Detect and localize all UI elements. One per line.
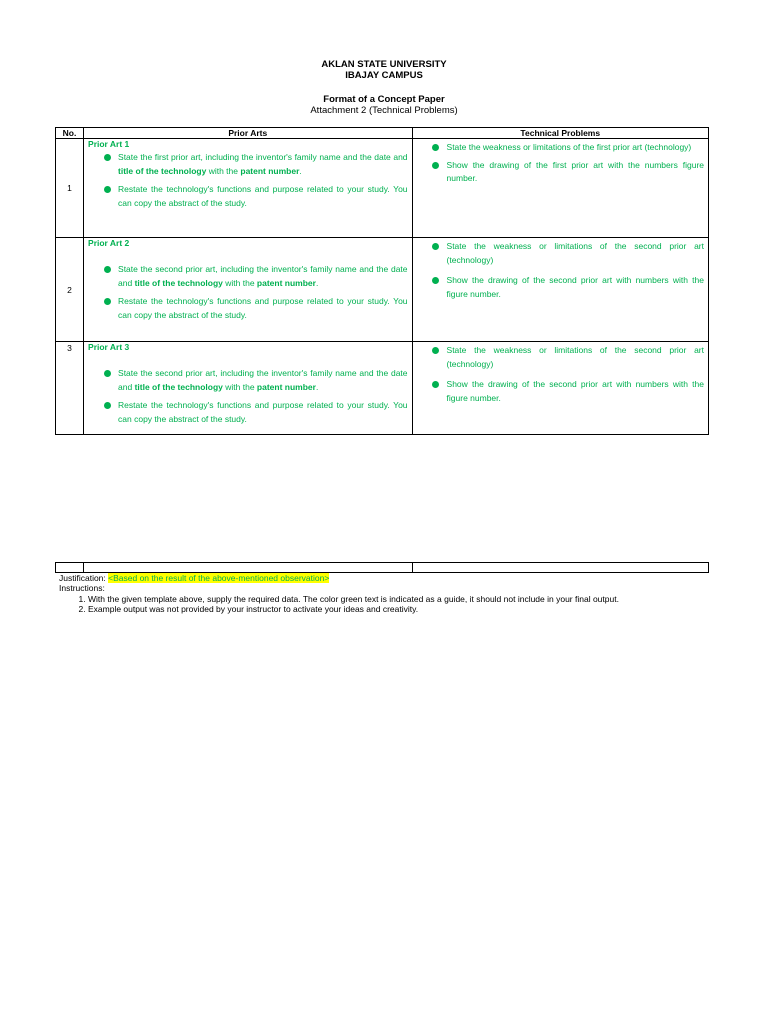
technical-problem-cell[interactable] (412, 139, 708, 238)
list-item: State the weakness or limitations of the second prior art (technology) (413, 240, 708, 267)
row-number: 1 (56, 139, 84, 238)
prior-art-title: Prior Art 3 (88, 342, 130, 352)
university-name: AKLAN STATE UNIVERSITY (321, 59, 447, 70)
empty-cell[interactable] (84, 563, 413, 573)
table-row (56, 342, 709, 435)
justification-placeholder[interactable]: <Based on the result of the above-mentioned observation> (108, 573, 330, 583)
justification-label: Justification: (59, 573, 109, 583)
table-row (56, 238, 709, 342)
list-item: State the weakness or limitations of the second prior art (technology) (413, 344, 708, 371)
list-item: Restate the technology's functions and purpose related to your study. You can copy the abstract of the study. (84, 399, 412, 426)
document-subtitle: Attachment 2 (Technical Problems) (310, 105, 458, 116)
bullet-icon (104, 370, 111, 377)
header-prior-arts: Prior Arts (84, 128, 413, 139)
table-header-row (56, 128, 709, 139)
instructions-list (59, 594, 728, 614)
empty-table-row (55, 562, 709, 573)
list-item: 2. Example output was not provided by your instructor to activate your ideas and creativity. (88, 604, 728, 614)
list-item: State the second prior art, including the inventor's family name and the date and title of the technology with the patent number. (84, 263, 412, 290)
prior-art-cell[interactable] (84, 238, 413, 342)
list-item: Show the drawing of the first prior art with the numbers figure number. (413, 159, 708, 186)
empty-cell[interactable] (56, 563, 84, 573)
bullet-icon (432, 162, 439, 169)
bullet-icon (432, 277, 439, 284)
document-title: Format of a Concept Paper (323, 94, 445, 105)
row-number: 3 (56, 342, 84, 435)
bullet-icon (432, 381, 439, 388)
header-technical-problems: Technical Problems (412, 128, 708, 139)
bullet-icon (432, 347, 439, 354)
prior-art-title: Prior Art 2 (88, 238, 130, 248)
prior-arts-table (55, 127, 709, 435)
instructions-label: Instructions: (59, 583, 105, 593)
bullet-icon (104, 186, 111, 193)
bullet-icon (104, 154, 111, 161)
justification-line (59, 573, 329, 583)
list-item: Restate the technology's functions and purpose related to your study. You can copy the abstract of the study. (84, 183, 412, 210)
row-number: 2 (56, 238, 84, 342)
list-item: Show the drawing of the second prior art with numbers with the figure number. (413, 274, 708, 301)
bullet-icon (104, 266, 111, 273)
list-item: Restate the technology's functions and purpose related to your study. You can copy the abstract of the study. (84, 295, 412, 322)
technical-problem-cell[interactable] (412, 238, 708, 342)
table-row (56, 139, 709, 238)
bullet-icon (104, 298, 111, 305)
list-item: State the second prior art, including the inventor's family name and the date and title of the technology with the patent number. (84, 367, 412, 394)
list-item: Show the drawing of the second prior art with numbers with the figure number. (413, 378, 708, 405)
campus-name: IBAJAY CAMPUS (345, 70, 423, 81)
prior-art-title: Prior Art 1 (88, 139, 130, 149)
bullet-icon (432, 243, 439, 250)
technical-problem-cell[interactable] (412, 342, 708, 435)
list-item: State the first prior art, including the inventor's family name and the date and title of the technology with the patent number. (84, 151, 412, 178)
header-no: No. (56, 128, 84, 139)
list-item: State the weakness or limitations of the first prior art (technology) (413, 141, 708, 155)
prior-art-cell[interactable] (84, 342, 413, 435)
prior-art-cell[interactable] (84, 139, 413, 238)
empty-cell[interactable] (412, 563, 708, 573)
list-item: 1. With the given template above, supply the required data. The color green text is indicated as a guide, it should not include in your final output. (88, 594, 728, 604)
bullet-icon (432, 144, 439, 151)
bullet-icon (104, 402, 111, 409)
